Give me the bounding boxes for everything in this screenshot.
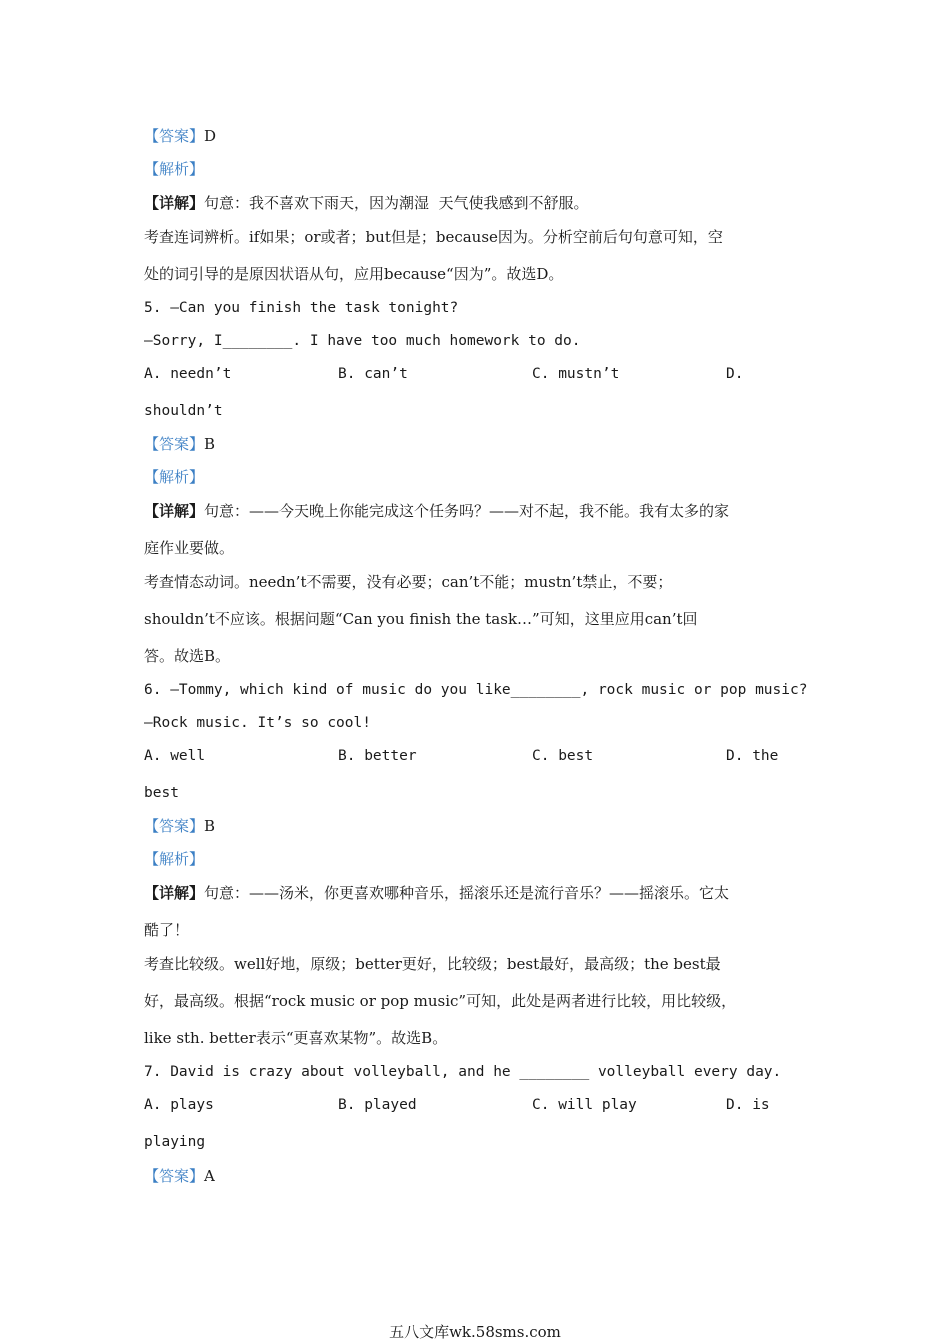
- detail-text: 句意：——汤米，你更喜欢哪种音乐，摇滚乐还是流行音乐？——摇滚乐。它太: [204, 884, 730, 902]
- option-d: D. the: [726, 748, 779, 764]
- detail-line: [144, 192, 589, 214]
- explanation-line: 好，最高级。根据“rock music or pop music”可知，此处是两者进行比较，用比较级，: [144, 992, 737, 1010]
- option-d-wrap: shouldn’t: [144, 403, 223, 419]
- explanation-line: like sth. better表示“更喜欢某物”。故选B。: [144, 1029, 448, 1047]
- explanation-line: 考查情态动词。needn’t不需要，没有必要；can’t不能；mustn’t禁止，不要；: [144, 573, 673, 591]
- question-line: —Rock music. It’s so cool!: [144, 715, 371, 731]
- option-b: B. can’t: [338, 366, 408, 382]
- explanation-line: 酷了！: [144, 921, 190, 939]
- analysis-tag: 【解析】: [144, 160, 205, 178]
- option-d: D. is: [726, 1097, 770, 1113]
- detail-line: [144, 500, 729, 522]
- answer-line: [144, 433, 215, 455]
- explanation-line: 庭作业要做。: [144, 539, 235, 557]
- answer-tag: 【答案】: [144, 127, 205, 145]
- answer-value: A: [204, 1167, 215, 1185]
- option-b: B. better: [338, 748, 417, 764]
- answer-value: B: [204, 435, 216, 453]
- footer-watermark: 五八文库wk.58sms.com: [389, 1323, 561, 1341]
- explanation-line: shouldn’t不应该。根据问题“Can you finish the task…”可知，这里应用can’t回: [144, 610, 698, 628]
- option-d: D.: [726, 366, 744, 382]
- option-c: C. mustn’t: [532, 366, 620, 382]
- answer-tag: 【答案】: [144, 1167, 205, 1185]
- option-a: A. plays: [144, 1097, 214, 1113]
- question-line: —Sorry, I________. I have too much homework to do.: [144, 333, 581, 349]
- option-c: C. best: [532, 748, 594, 764]
- question-stem: 7. David is crazy about volleyball, and he ________ volleyball every day.: [144, 1064, 782, 1080]
- detail-line: [144, 882, 729, 904]
- explanation-line: 考查比较级。well好地，原级；better更好，比较级；best最好，最高级；the best最: [144, 955, 721, 973]
- explanation-line: 处的词引导的是原因状语从句，应用because“因为”。故选D。: [144, 265, 564, 283]
- detail-text: 句意：——今天晚上你能完成这个任务吗？——对不起，我不能。我有太多的家: [204, 502, 730, 520]
- option-c: C. will play: [532, 1097, 637, 1113]
- option-d-wrap: best: [144, 785, 179, 801]
- explanation-line: 考查连词辨析。if如果；or或者；but但是；because因为。分析空前后句句意可知，空: [144, 228, 723, 246]
- answer-line: [144, 815, 215, 837]
- explanation-line: 答。故选B。: [144, 647, 231, 665]
- answer-tag: 【答案】: [144, 435, 205, 453]
- option-a: A. needn’t: [144, 366, 232, 382]
- option-b: B. played: [338, 1097, 417, 1113]
- answer-value: B: [204, 817, 216, 835]
- answer-value: D: [204, 127, 217, 145]
- answer-line: [144, 125, 216, 147]
- option-a: A. well: [144, 748, 206, 764]
- question-stem: 6. —Tommy, which kind of music do you like________, rock music or pop music?: [144, 682, 808, 698]
- detail-tag: 【详解】: [144, 884, 205, 902]
- answer-tag: 【答案】: [144, 817, 205, 835]
- detail-text: 句意：我不喜欢下雨天，因为潮湿 天气使我感到不舒服。: [204, 194, 589, 212]
- question-stem: 5. —Can you finish the task tonight?: [144, 300, 459, 316]
- detail-tag: 【详解】: [144, 502, 205, 520]
- analysis-tag: 【解析】: [144, 850, 205, 868]
- analysis-tag: 【解析】: [144, 468, 205, 486]
- option-d-wrap: playing: [144, 1134, 206, 1150]
- detail-tag: 【详解】: [144, 194, 205, 212]
- answer-line: [144, 1165, 215, 1187]
